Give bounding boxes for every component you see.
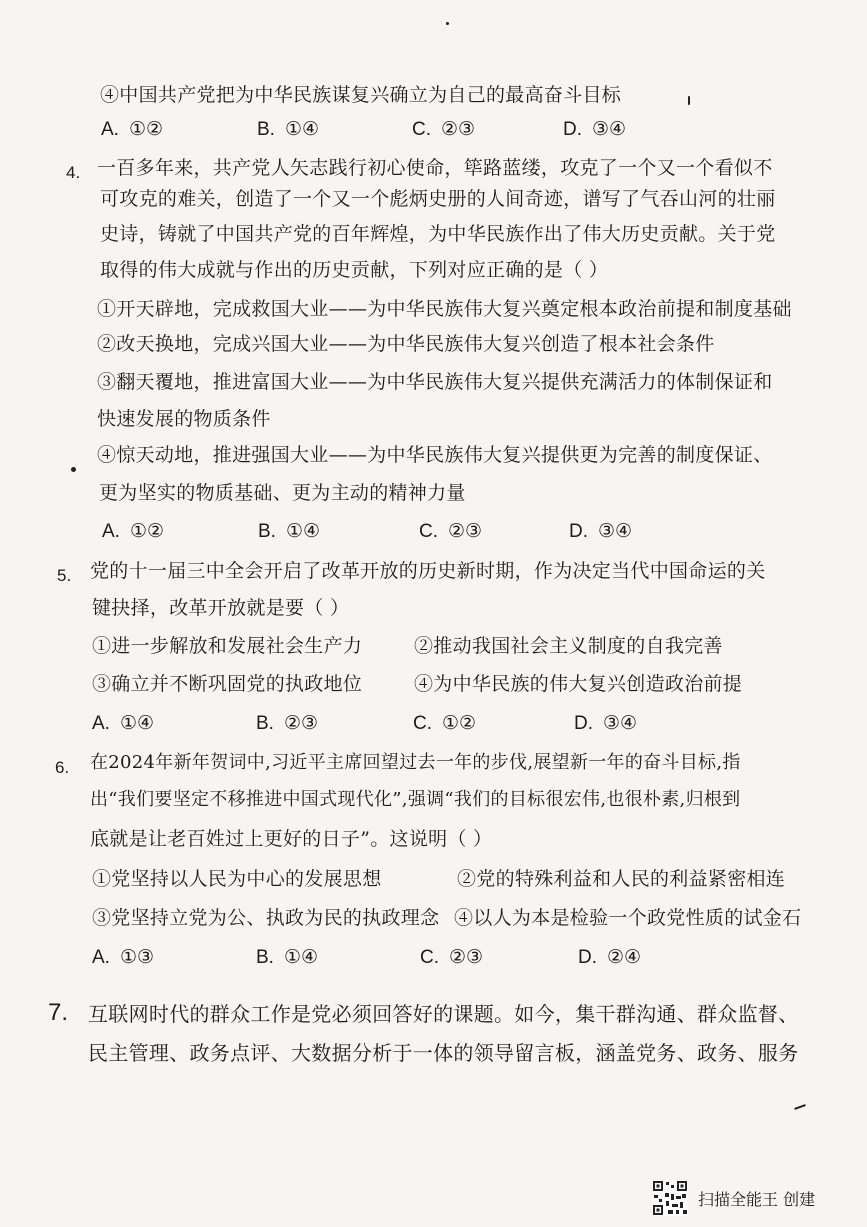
option-key: C. [419, 521, 438, 542]
question-number: 7. [48, 999, 69, 1026]
option-d [574, 710, 637, 737]
option-value: ①④ [285, 520, 321, 542]
scan-speck [794, 1104, 806, 1110]
option-c [413, 710, 476, 737]
option-value: ③④ [598, 520, 633, 542]
scan-speck [71, 467, 76, 472]
option-value: ①② [442, 712, 477, 734]
q4-options [0, 518, 867, 548]
option-value: ②③ [449, 946, 484, 968]
option-key: C. [420, 947, 439, 968]
qr-code-icon [652, 1180, 688, 1216]
option-b [256, 710, 318, 737]
q5-stem-line: 党的十一届三中全会开启了改革开放的历史新时期，作为决定当代中国命运的关 [90, 560, 766, 582]
option-key: D. [563, 119, 582, 140]
q4-stem-line: 一百多年来，共产党人矢志践行初心使命，筚路蓝缕，攻克了一个又一个看似不 [97, 157, 773, 179]
option-value: ③④ [592, 118, 627, 140]
option-a [101, 116, 163, 143]
q5-item: ②推动我国社会主义制度的自我完善 [414, 635, 723, 657]
option-key: A. [101, 119, 119, 140]
option-key: D. [569, 521, 588, 542]
option-value: ③④ [603, 712, 638, 734]
option-b [258, 518, 320, 545]
q4-item: 更为坚实的物质基础、更为主动的精神力量 [99, 482, 466, 504]
q4-item: 快速发展的物质条件 [97, 408, 271, 430]
watermark-text: 扫描全能王 创建 [698, 1190, 816, 1209]
q4-stem-line: 取得的伟大成就与作出的历史贡献，下列对应正确的是（ ） [100, 259, 609, 281]
option-key: A. [102, 521, 120, 542]
q5-stem-line: 键抉择，改革开放就是要（ ） [92, 597, 350, 619]
option-d [569, 518, 632, 545]
option-a [92, 944, 154, 971]
option-key: B. [256, 947, 274, 968]
q6-item: ①党坚持以人民为中心的发展思想 [92, 868, 382, 890]
q4-item: ①开天辟地，完成救国大业——为中华民族伟大复兴奠定根本政治前提和制度基础 [97, 298, 792, 320]
option-value: ②③ [283, 712, 319, 734]
option-key: B. [256, 713, 274, 734]
q4-stem-line: 史诗，铸就了中国共产党的百年辉煌，为中华民族作出了伟大历史贡献。关于党 [100, 223, 776, 245]
q7-stem-line: 互联网时代的群众工作是党必须回答好的课题。如今，集干群沟通、群众监督、 [88, 1002, 799, 1026]
option-value: ①② [128, 118, 164, 140]
option-key: D. [578, 947, 597, 968]
option-a [102, 518, 164, 545]
q4-item: ④惊天动地，推进强国大业——为中华民族伟大复兴提供更为完善的制度保证、 [97, 444, 773, 466]
option-b [257, 116, 319, 143]
q6-item: ③党坚持立党为公、执政为民的执政理念 [92, 907, 440, 929]
q7-stem-line: 民主管理、政务点评、大数据分析于一体的领导留言板，涵盖党务、政务、服务 [88, 1041, 799, 1065]
option-value: ①④ [119, 712, 155, 734]
q4-item: ②改天换地，完成兴国大业——为中华民族伟大复兴创造了根本社会条件 [97, 333, 715, 355]
q5-item: ③确立并不断巩固党的执政地位 [92, 673, 363, 695]
option-c [412, 116, 475, 143]
q4-item: ③翻天覆地，推进富国大业——为中华民族伟大复兴提供充满活力的体制保证和 [97, 371, 773, 393]
option-value: ①② [129, 520, 165, 542]
q6-stem-line: 出“我们要坚定不移推进中国式现代化”,强调“我们的目标很宏伟,也很朴素,归根到 [90, 789, 741, 810]
question-number: 5. [57, 566, 72, 585]
option-value: ①④ [283, 946, 319, 968]
q3-item-4: ④中国共产党把为中华民族谋复兴确立为自己的最高奋斗目标 [100, 84, 622, 106]
q6-options [0, 944, 867, 974]
option-key: C. [413, 713, 432, 734]
option-d [578, 944, 641, 971]
option-key: B. [258, 521, 276, 542]
option-key: B. [257, 119, 275, 140]
option-c [420, 944, 483, 971]
scan-speck [688, 96, 690, 105]
q5-options [0, 710, 867, 740]
option-key: D. [574, 713, 593, 734]
q3-options [0, 116, 867, 146]
q4-stem-line: 可攻克的难关，创造了一个又一个彪炳史册的人间奇迹，谱写了气吞山河的壮丽 [100, 188, 776, 210]
q6-item: ②党的特殊利益和人民的利益紧密相连 [457, 868, 786, 890]
option-value: ①③ [119, 946, 155, 968]
option-b [256, 944, 318, 971]
option-value: ②③ [441, 118, 476, 140]
option-value: ②④ [607, 946, 642, 968]
q6-item: ④以人为本是检验一个政党性质的试金石 [454, 907, 802, 929]
q5-item: ①进一步解放和发展社会生产力 [92, 635, 363, 657]
option-d [563, 116, 626, 143]
scanner-watermark [652, 1180, 852, 1210]
option-key: A. [92, 947, 110, 968]
q6-stem-line: 底就是让老百姓过上更好的日子”。这说明（ ） [90, 828, 493, 850]
option-c [419, 518, 482, 545]
option-key: C. [412, 119, 431, 140]
option-a [92, 710, 154, 737]
question-number: 4. [66, 163, 81, 182]
option-value: ②③ [448, 520, 483, 542]
option-key: A. [92, 713, 110, 734]
question-number: 6. [55, 758, 70, 777]
option-value: ①④ [284, 118, 320, 140]
q6-stem-line: 在2024年新年贺词中,习近平主席回望过去一年的步伐,展望新一年的奋斗目标,指 [90, 752, 741, 773]
q5-item: ④为中华民族的伟大复兴创造政治前提 [414, 673, 743, 695]
scan-speck [446, 22, 449, 25]
